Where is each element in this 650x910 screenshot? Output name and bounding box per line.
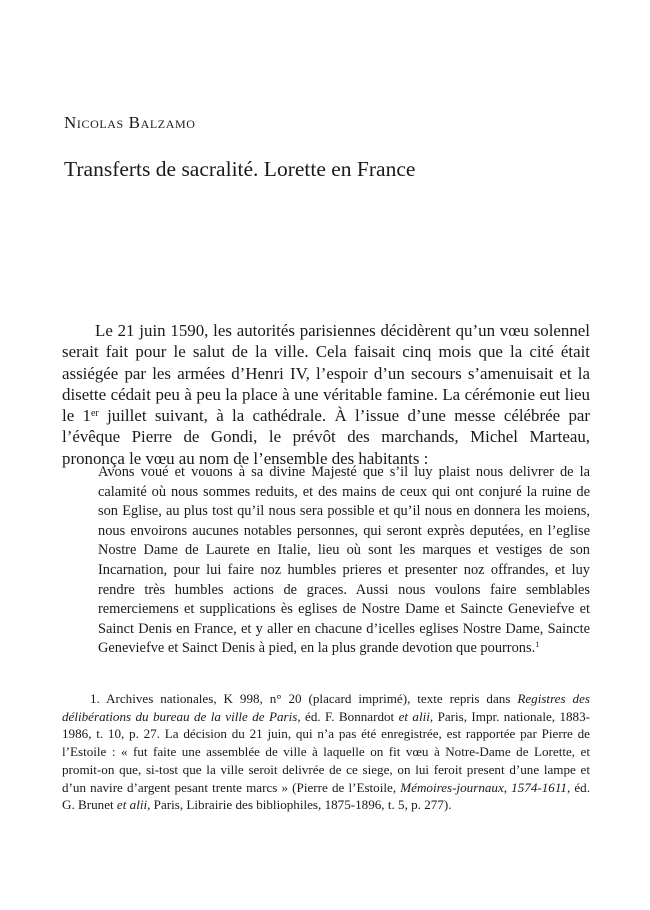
article-title: Transferts de sacralité. Lorette en France <box>64 157 416 181</box>
body-text-part2: juillet suivant, à la cathédrale. À l’issue d’une messe célébrée par l’évêque Pierre de Gondi, le prévôt des marchands, Michel Marteau, prononça le vœu au nom de l’ensemble des habitants : <box>62 406 591 468</box>
footnote-text-4: , éd. G. Brunet <box>62 779 591 813</box>
footnote-italic-2: et alii <box>398 708 430 724</box>
author-name: Nicolas Balzamo <box>64 113 196 132</box>
body-paragraph <box>62 320 590 469</box>
footnote-text-2: , éd. F. Bonnardot <box>297 708 399 724</box>
ordinal-superscript: er <box>90 408 99 420</box>
body-text-part1: Le 21 juin 1590, les autorités parisiennes décidèrent qu’un vœu solennel serait fait pour le salut de la ville. Cela faisait cinq mois que la cité était assiégée par les armées d’Henri IV, l’espoir d’un secours s’amenuisait et la disette cédait peu à peu la place à une véritable famine. La cérémonie eut lieu le 1 <box>62 321 590 426</box>
footnote-italic-3: Mémoires-journaux, 1574-1611 <box>400 779 567 795</box>
footnote-italic-4: et alii <box>116 797 148 813</box>
footnote-italic-1: Registres des délibérations du bureau de la ville de Paris <box>62 691 590 724</box>
footnote-text-1: 1. Archives nationales, K 998, n° 20 (placard imprimé), texte repris dans <box>90 691 518 706</box>
block-quote <box>98 463 590 659</box>
footnote-1 <box>62 690 590 814</box>
footnote-reference[interactable]: 1 <box>535 640 540 650</box>
footnote-text-3: , Paris, Impr. nationale, 1883-1986, t. 10, p. 27. La décision du 21 juin, qui n’a pas été enregistrée, est rapportée par Pierre de l’Estoile : « fut faite une assemblée de ville à laquelle on fit vœu à Notre-Dame de Lorette, et promit-on que, si-tost que la ville seroit delivrée de ce siege, on lui feroit present d’une lampe et d’un navire d’argent pesant trente marcs » (Pierre de l’Estoile, <box>62 708 591 795</box>
footnote-text-5: , Paris, Librairie des bibliophiles, 1875-1896, t. 5, p. 277). <box>147 797 452 813</box>
quote-text: Avons voué et vouons à sa divine Majesté que s’il luy plaist nous delivrer de la calamité où nous sommes reduits, et des mains de ceux qui ont conjuré la ruine de son Eglise, au plus tost qu’il nous sera possible et qu’il nous en donnera les moiens, nous envoirons aucunes notables personnes, qui seront exprès deputées, en l’eglise Nostre Dame de Laurete en Italie, lieu où sont les marques et vestiges de son Incarnation, pour lui faire noz humbles prieres et presenter noz offrandes, et luy rendre très humbles actions de graces. Aussi nous voulons faire semblables remerciemens et supplications ès eglises de Nostre Dame et Saincte Geneviefve et Sainct Denis en France, et y aller en chacune d’icelles eglises Nostre Dame, Saincte Geneviefve et Sainct Denis à pied, en la plus grande devotion que pourrons. <box>98 464 590 657</box>
